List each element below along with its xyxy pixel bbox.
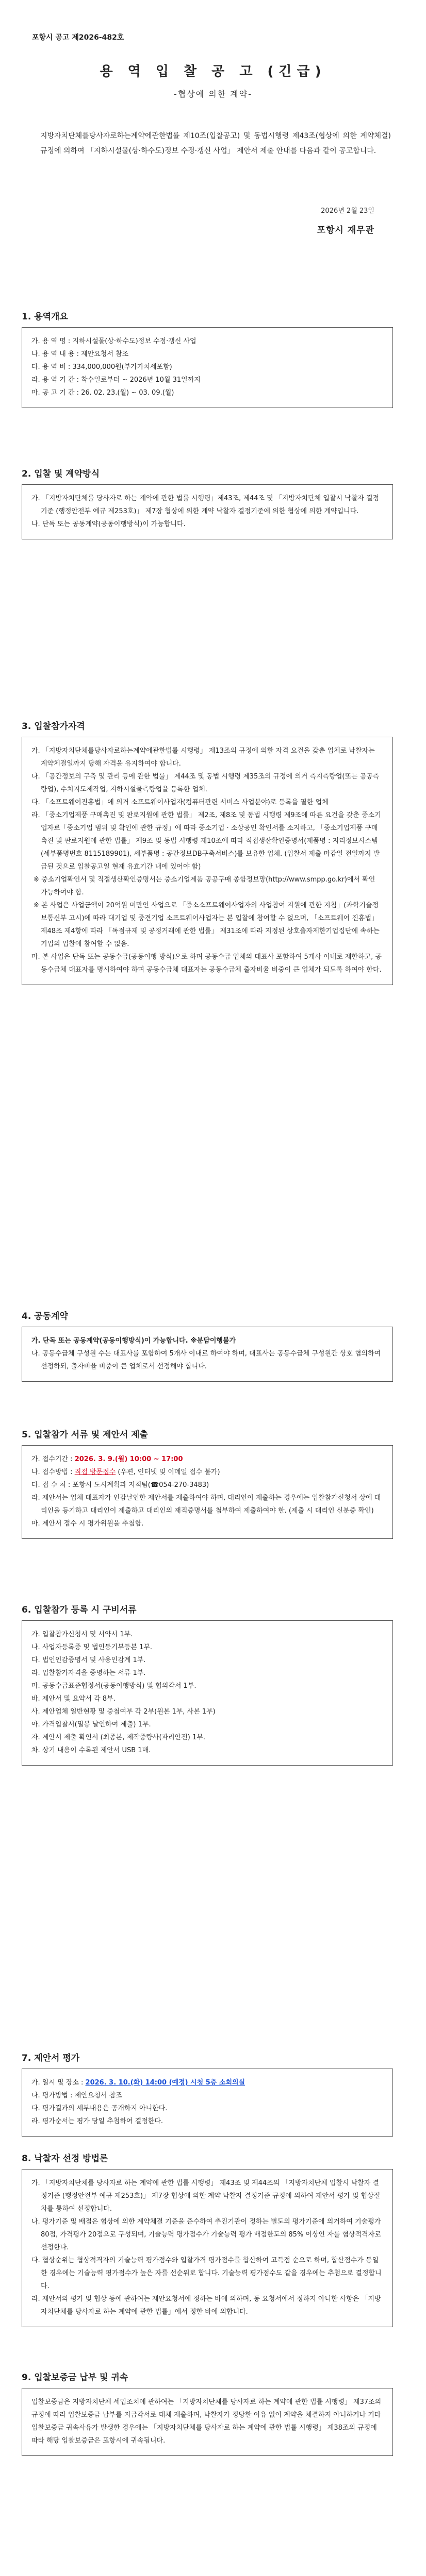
overview-line: 라. 용 역 기 간 : 착수일로부터 ~ 2026년 10월 31일까지 <box>31 376 201 384</box>
selection-line: 다. 협상순위는 협상적격자의 기술능력 평가점수와 입찰가격 평가점수를 합산하여 고득점 순으로 하며, 합산점수가 동일한 경우에는 기술능력 평가점수가 높은 자를 선순위로 합니다. 기술능력 평가점수도 같을 경우에는 추첨으로 결정합니다. <box>31 2257 382 2290</box>
evaluation-line: 라. 평가순서는 평가 당일 추첨하여 결정한다. <box>31 2117 163 2125</box>
overview-line: 가. 용 역 명 : 지하시설물(상·하수도)정보 수정·갱신 사업 <box>31 337 196 345</box>
submission-line: 라. 제안서는 업체 대표자가 인감날인한 제안서를 제출하여야 하며, 대리인이 제출하는 경우에는 입찰참가신청서 상에 대리인을 등기하고 대리인이 제출하고 대리인의 재직증명서를 첨부하여 제출하여야 한. (제출 시 대리인 신분증 확인) <box>31 1494 381 1515</box>
section-box <box>22 327 393 408</box>
section-submission <box>22 1427 393 1539</box>
section-eligibility <box>22 719 393 985</box>
deposit-text: 입찰보증금은 지방자치단체 세입조치에 관하여는 「지방자치단체를 당사자로 하는 계약에 관한 법률 시행령」 제37조의 규정에 따라 입찰보증금 납부를 지급각서로 대체 제출하며, 낙찰자가 정당한 이유 없이 계약을 체결하지 아니하거나 기타 입찰보증금 귀속사유가 발생한 경우에는 「지방자치단체를 당사자로 하는 계약에 관한 법률 시행령」 제38조의 규정에 따라 해당 입찰보증금은 포항시에 귀속됩니다. <box>31 2398 382 2445</box>
document-item: 나. 사업자등록증 및 법인등기부등본 1부. <box>31 1643 152 1651</box>
overview-line: 나. 용 역 내 용 : 제안요청서 참조 <box>31 350 129 358</box>
section-title: 9. 입찰보증금 납부 및 귀속 <box>22 2372 128 2383</box>
section-title: 6. 입찰참가 등록 시 구비서류 <box>22 1605 137 1615</box>
section-title: 5. 입찰참가 서류 및 제안서 제출 <box>22 1430 148 1440</box>
section-box <box>22 1445 393 1539</box>
section-contract-method <box>22 466 393 539</box>
document-item: 자. 제안서 제출 확인서 (최종본, 제작중량사(파리안전) 1부. <box>31 1734 205 1741</box>
section-box <box>22 737 393 985</box>
notice-signer: 포항시 재무관 <box>317 225 374 235</box>
eligibility-note: ※ 중소기업확인서 및 직접생산확인증명서는 중소기업제품 공공구매 종합정보망(http://www.smpp.go.kr)에서 확인 가능하여야 함. <box>34 876 375 896</box>
submission-line: 마. 제안서 접수 시 평가위원을 추첨함. <box>31 1520 144 1528</box>
eligibility-line: 나. 「공간정보의 구축 및 관리 등에 관한 법률」 제44조 및 동법 시행령 제35조의 규정에 의거 측지측량업(또는 공공측량업), 수치지도제작업, 지하시설물측량업을 등록한 업체. <box>31 773 380 793</box>
method-line: 가. 「지방자치단체를 당사자로 하는 계약에 관한 법률 시행령」제43조, 제44조 및 「지방자치단체 입찰시 낙찰자 결정기준 (행정안전부 예규 제253호)」 제7장 협상에 의한 계약 낙찰자 결정기준에 의한 협상에 의한 계약입니다. <box>31 495 380 515</box>
section-evaluation <box>22 2050 393 2137</box>
method-value: 직접 방문접수 <box>74 1468 116 1476</box>
notice-date: 2026년 2월 23일 <box>321 207 374 215</box>
section-deposit <box>22 2370 393 2456</box>
section-box <box>22 1620 393 1766</box>
evaluation-date-label: 가. 일시 및 장소 : <box>31 2079 86 2087</box>
page-subtitle: -협상에 의한 계약- <box>174 89 252 99</box>
section-title: 7. 제안서 평가 <box>22 2053 80 2063</box>
document-item: 바. 제안서 및 요약서 각 8부. <box>31 1695 116 1703</box>
section-box <box>22 2069 393 2137</box>
intro-paragraph: 지방자치단체를당사자로하는계약에관한법률 제10조(입찰공고) 및 동법시행령 제43조(협상에 의한 계약체결) 규정에 의하여 「지하시설물(상·하수도)정보 수정·갱신 사업」 제안서 제출 안내를 다음과 같이 공고합니다. <box>40 132 391 155</box>
submission-line: 다. 접 수 처 : 포항시 도시계획과 지적팀(☎054-270-3483) <box>31 1481 209 1489</box>
document-item: 다. 법인인감증명서 및 사용인감계 1부. <box>31 1656 146 1664</box>
selection-line: 가. 「지방자치단체를 당사자로 하는 계약에 관한 법률 시행령」 제43조 및 제44조의 「지방자치단체 입찰시 낙찰자 결정기준 (행정안전부 예규 제253호)」 제7장 협상에 의한 계약 낙찰자 결정기준 규정에 의하여 제안서 평가 및 협상절차를 통하여 선정합니다. <box>31 2179 381 2213</box>
document-item: 차. 상기 내용이 수록된 제안서 USB 1매. <box>31 1747 151 1754</box>
method-note: (우편, 인터넷 및 이메일 접수 불가) <box>116 1468 220 1476</box>
document-item: 아. 가격입찰서(밀봉 날인하여 제출) 1부. <box>31 1721 151 1728</box>
deadline-value: 2026. 3. 9.(월) 10:00 ~ 17:00 <box>74 1455 183 1463</box>
evaluation-date <box>31 2076 383 2089</box>
method-label: 나. 접수방법 : <box>31 1468 75 1476</box>
section-box <box>22 2169 393 2327</box>
eligibility-line: 라. 「중소기업제품 구매촉진 및 판로지원에 관한 법률」 제2조, 제8조 및 동법 시행령 제9조에 따른 요건을 갖춘 중소기업자로「중소기업 범위 및 확인에 관한 규정」에 따라 중소기업 · 소상공인 확인서를 소지하고, 「중소기업제품 구매촉진 및 판로지원에 관한 법률」 제9조 및 동법 시행령 제10조에 따라 직접생산확인증명서(제품명 : 지리정보시스템(세부품명번호 8115189901), 세부품명 : 공간정보DB구축서비스)를 보유한 업체. (입찰서 제출 마감일 전일까지 발급된 것으로 입찰공고일 현재 유효기간 내에 있어야 함) <box>31 811 381 871</box>
submission-method <box>31 1466 383 1479</box>
deadline-label: 가. 접수기간 : <box>31 1455 75 1463</box>
section-title: 2. 입찰 및 계약방식 <box>22 469 100 479</box>
document-item: 라. 입찰참가자격을 증명하는 서류 1부. <box>31 1669 146 1677</box>
overview-line: 다. 용 역 비 : 334,000,000원(부가가치세포함) <box>31 363 172 371</box>
section-selection <box>22 2151 393 2327</box>
overview-line: 마. 공 고 기 간 : 26. 02. 23.(월) ~ 03. 09.(월) <box>31 389 174 397</box>
submission-deadline <box>31 1453 383 1466</box>
section-box <box>22 484 393 539</box>
section-title: 4. 공동계약 <box>22 1311 68 1321</box>
eligibility-note: ※ 본 사업은 사업금액이 20억원 미만인 사업으로 「중소소프트웨어사업자의 사업참여 지원에 관한 지침」(과학기술정보통신부 고시)에 따라 대기업 및 중견기업 소프트웨어사업자는 본 입찰에 참여할 수 없으며, 「소프트웨어 진흥법」 제48조 제4항에 따라 「독점규제 및 공정거래에 관한 법률」 제31조에 따라 지정된 상호출자제한기업집단에 속하는 기업의 입찰에 참여할 수 없음. <box>34 902 380 948</box>
joint-line: 나. 공동수급체 구성원 수는 대표사를 포함하여 5개사 이내로 하여야 하며, 대표사는 공동수급체 구성원간 상호 협의하여 선정하되, 출자비율 비중이 큰 업체로서 선정해야 합니다. <box>31 1350 381 1370</box>
section-overview <box>22 309 393 408</box>
section-documents <box>22 1602 393 1766</box>
evaluation-date-value: 2026. 3. 10.(화) 14:00 (예정) 시청 5층 소회의실 <box>85 2079 245 2087</box>
section-title: 3. 입찰참가자격 <box>22 721 85 732</box>
section-joint-contract <box>22 1309 393 1382</box>
selection-line: 라. 제안서의 평가 및 협상 등에 관하여는 제안요청서에 정하는 바에 의하며, 동 요청서에서 정하지 아니한 사항은 「지방자치단체를 당사자로 하는 계약에 관한 법률」에서 정한 바에 의합니다. <box>31 2295 381 2316</box>
section-box <box>22 1327 393 1382</box>
eligibility-line: 다. 「소프트웨어진흥법」에 의거 소프트웨어사업자(컴퓨터관련 서비스 사업분야)로 등록을 필한 업체 <box>31 799 329 806</box>
section-title: 8. 낙찰자 선정 방법론 <box>22 2154 108 2164</box>
section-box <box>22 2388 393 2456</box>
notice-number: 포항시 공고 제2026-482호 <box>32 33 124 42</box>
selection-line: 나. 평가기준 및 배점은 협상에 의한 계약체결 기준을 준수하여 추진기관이 정하는 별도의 평가기준에 의거하여 기술평가 80점, 가격평가 20점으로 구성되며, 기술능력 평가점수가 기술능력 평가 배점한도의 85% 이상인 자를 협상적격자로 선정한다. <box>31 2218 381 2251</box>
document-item: 가. 입찰참가신청서 및 서약서 1부. <box>31 1631 133 1638</box>
document-item: 사. 제안업체 일반현황 및 중첩여부 각 2부(원본 1부, 사본 1부) <box>31 1708 216 1716</box>
section-title: 1. 용역개요 <box>22 312 68 322</box>
eligibility-line: 마. 본 사업은 단독 또는 공동수급(공동이행 방식)으로 하며 공동수급 업체의 대표사 포함하여 5개사 이내로 제한하고, 공동수급체 대표자를 명시하여야 하며 공동수급체 대표자는 공동수급체 출자비율 비중이 큰 업체가 되도록 하여야 한다. <box>31 953 382 974</box>
document-item: 마. 공동수급표준협정서(공동이행방식) 및 협의각서 1부. <box>31 1682 196 1690</box>
evaluation-line: 다. 평가결과의 세부내용은 공개하지 아니한다. <box>31 2105 168 2112</box>
joint-line: 가. 단독 또는 공동계약(공동이행방식)이 가능합니다. ※분담이행불가 <box>31 1337 236 1345</box>
method-line: 나. 단독 또는 공동계약(공동이행방식)이 가능합니다. <box>31 520 186 528</box>
eligibility-line: 가. 「지방자치단체를당사자로하는계약에관한법률 시행령」 제13조의 규정에 의한 자격 요건을 갖춘 업체로 낙찰자는 계약체결일까지 당해 자격을 유지하여야 합니다. <box>31 747 375 768</box>
page-title: 용 역 입 찰 공 고 (긴급) <box>100 64 326 79</box>
evaluation-line: 나. 평가방법 : 제안요청서 참조 <box>31 2092 122 2099</box>
